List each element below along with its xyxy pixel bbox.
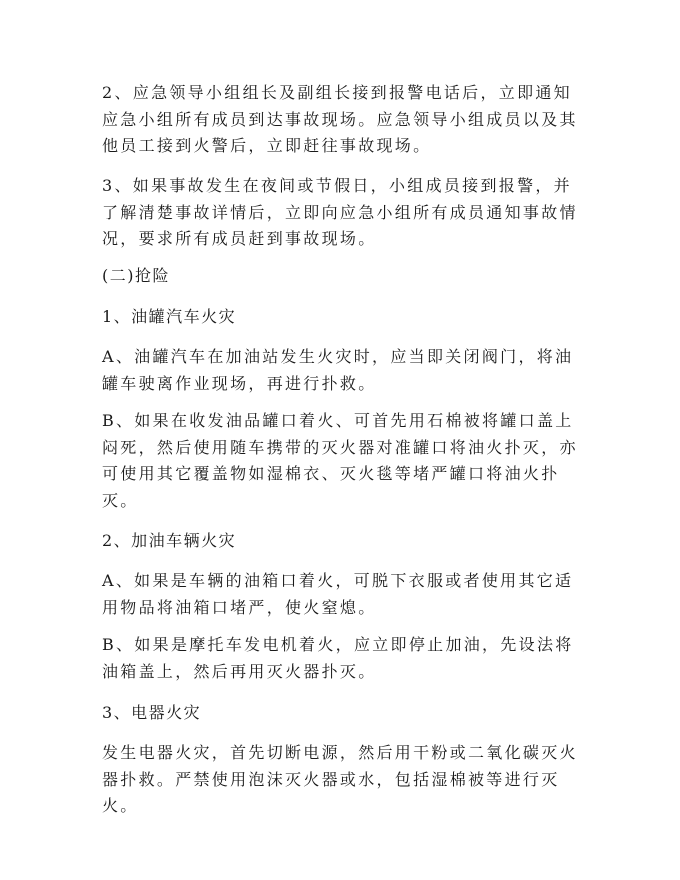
heading-vehicle-fire: 2、加油车辆火灾 [102,531,237,550]
paragraph-night-holiday: 3、如果事故发生在夜间或节假日，小组成员接到报警，并了解清楚事故详情后，立即向应急小组所有成员通知事故情况，要求所有成员赶到事故现场。 [102,176,578,248]
paragraph-vehicle-a: A、如果是车辆的油箱口着火，可脱下衣服或者使用其它适用物品将油箱口堵严，使火窒熄。 [102,571,574,617]
paragraph-alarm-notification: 2、应急领导小组组长及副组长接到报警电话后，立即通知应急小组所有成员到达事故现场。应急领导小组成员以及其他员工接到火警后，立即赶往事故现场。 [102,83,578,155]
paragraph-tanker-a: A、油罐汽车在加油站发生火灾时，应当即关闭阀门，将油罐车驶离作业现场，再进行扑救。 [102,347,574,393]
paragraph-tanker-b: B、如果在收发油品罐口着火、可首先用石棉被将罐口盖上闷死，然后使用随车携带的灭火器对准罐口将油火扑灭，亦可使用其它覆盖物如湿棉衣、灭火毯等堵严罐口将油火扑灭。 [102,411,578,510]
paragraph-vehicle-b: B、如果是摩托车发电机着火，应立即停止加油，先设法将油箱盖上，然后再用灭火器扑灭。 [102,635,574,681]
heading-tanker-fire: 1、油罐汽车火灾 [102,307,237,326]
section-heading-rescue: (二)抢险 [102,266,170,285]
paragraph-electrical: 发生电器火灾，首先切断电源，然后用干粉或二氧化碳灭火器扑救。严禁使用泡沫灭火器或水，包括湿棉被等进行灭火。 [102,743,578,815]
heading-electrical-fire: 3、电器火灾 [102,703,202,722]
